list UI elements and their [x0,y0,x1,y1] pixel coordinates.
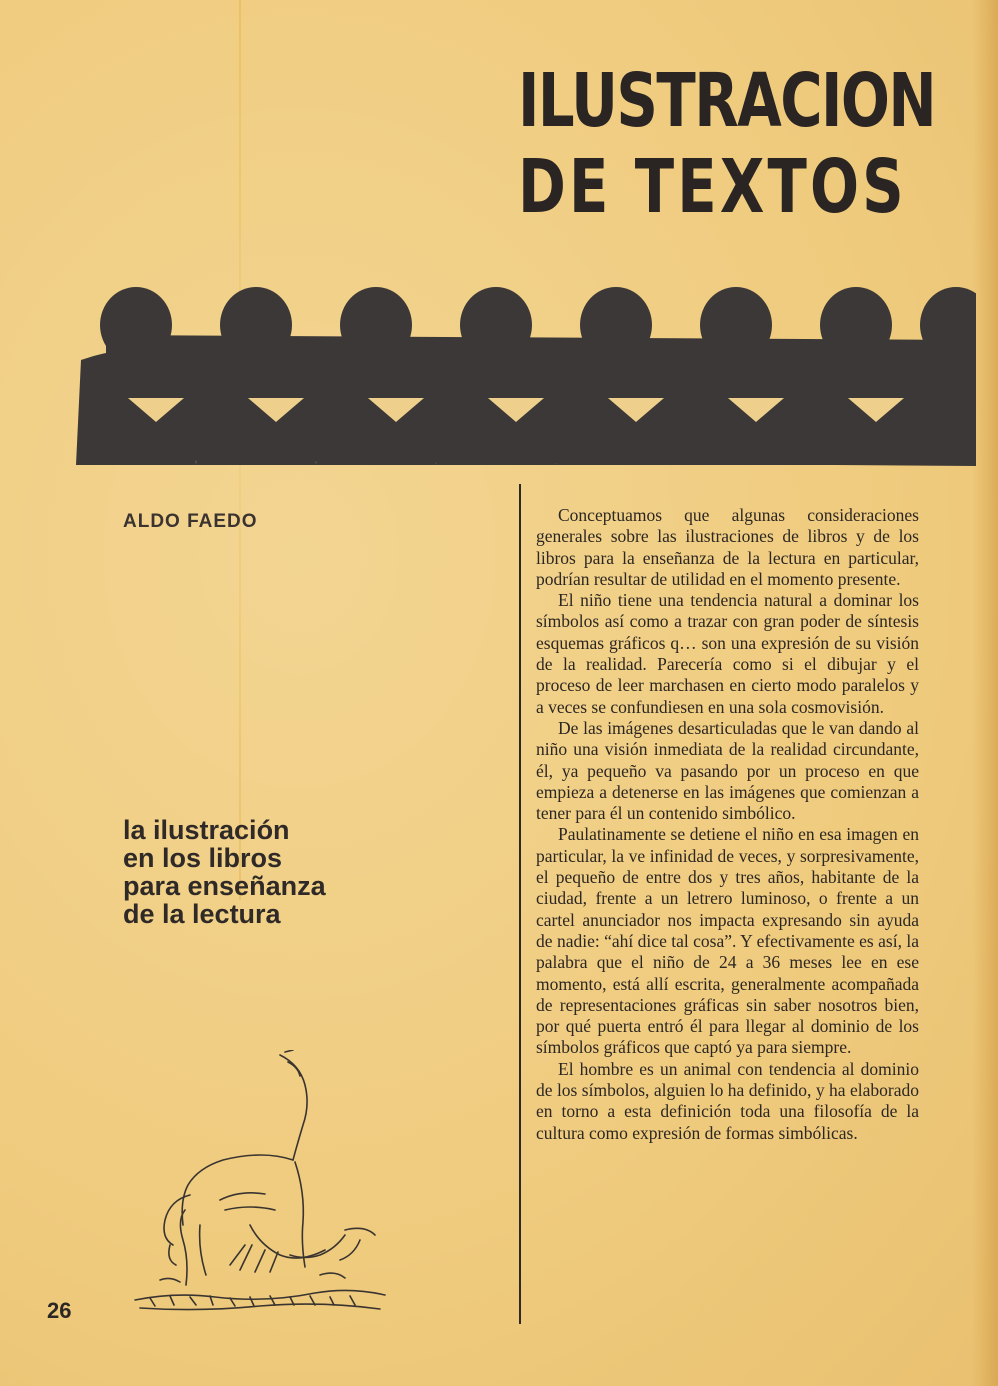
body-paragraph-2: El niño tiene una tendencia natural a dominar los símbolos así como a trazar con gran poder de síntesis esquemas gráficos q… son una expresión de su visión de la realidad. Parecería como si el dibujar y el proceso de leer marchasen en cierto modo paralelos y a veces se confundiesen en una sola cosmovisión. [536,590,919,717]
title-line-2: DE TEXTOS [518,144,907,230]
title-line-1: ILUSTRACION [518,58,936,144]
article-title [518,58,936,230]
article-subtitle [123,816,443,928]
paper-dolls-frieze [66,280,976,470]
subtitle-line-4: de la lectura [123,899,281,929]
article-body [536,505,919,1144]
column-divider [519,484,521,1324]
doll-body [196,350,316,465]
body-paragraph-1: Conceptuamos que algunas consideraciones generales sobre las ilustraciones de libros y de los libros para la enseñanza de la lectura en particular, podrían resultar de utilidad en el momento presente. [536,505,919,589]
doll-body [436,350,556,465]
page-edge-shadow [972,0,998,1386]
doll-body [556,350,676,465]
author-name: ALDO FAEDO [123,511,258,532]
body-paragraph-4: Paulatinamente se detiene el niño en esa imagen en particular, la ve infinidad de veces, y sorpresivamente, el pequeño de entre dos y tres años, habitante de la ciudad, frente a un letrero luminoso, o frente a un cartel anunciador nos impacta expresando sin ayuda de nadie: “ahí dice tal cosa”. Y efectivamente es así, la palabra que el niño de 24 a 36 meses lee en ese momento, está allí escrita, generalmente acompañada de representaciones gráficas sin saber nosotros bien, por qué puerta entró él para llegar al dominio de los símbolos gráficos que captó ya para siempre. [536,824,919,1058]
subtitle-line-1: la ilustración [123,815,290,845]
dog-sketch-illustration [130,1050,390,1320]
page-number: 26 [47,1298,72,1323]
doll-body [896,350,976,465]
subtitle-line-3: para enseñanza [123,871,326,901]
body-paragraph-5: El hombre es un animal con tendencia al dominio de los símbolos, alguien lo ha definido, y ha elaborado en torno a esta definición toda una filosofía de la cultura como expresión de formas simbólicas. [536,1058,919,1143]
doll-body [676,350,796,465]
doll-body [316,350,436,465]
doll-body [76,350,196,465]
subtitle-line-2: en los libros [123,843,283,873]
body-paragraph-3: De las imágenes desarticuladas que le van dando al niño una visión inmediata de la realidad circundante, él, ya pequeño va pasando por un proceso en que empieza a detenerse en las imágenes que comienzan a tener para él un contenido simbólico. [536,717,919,824]
